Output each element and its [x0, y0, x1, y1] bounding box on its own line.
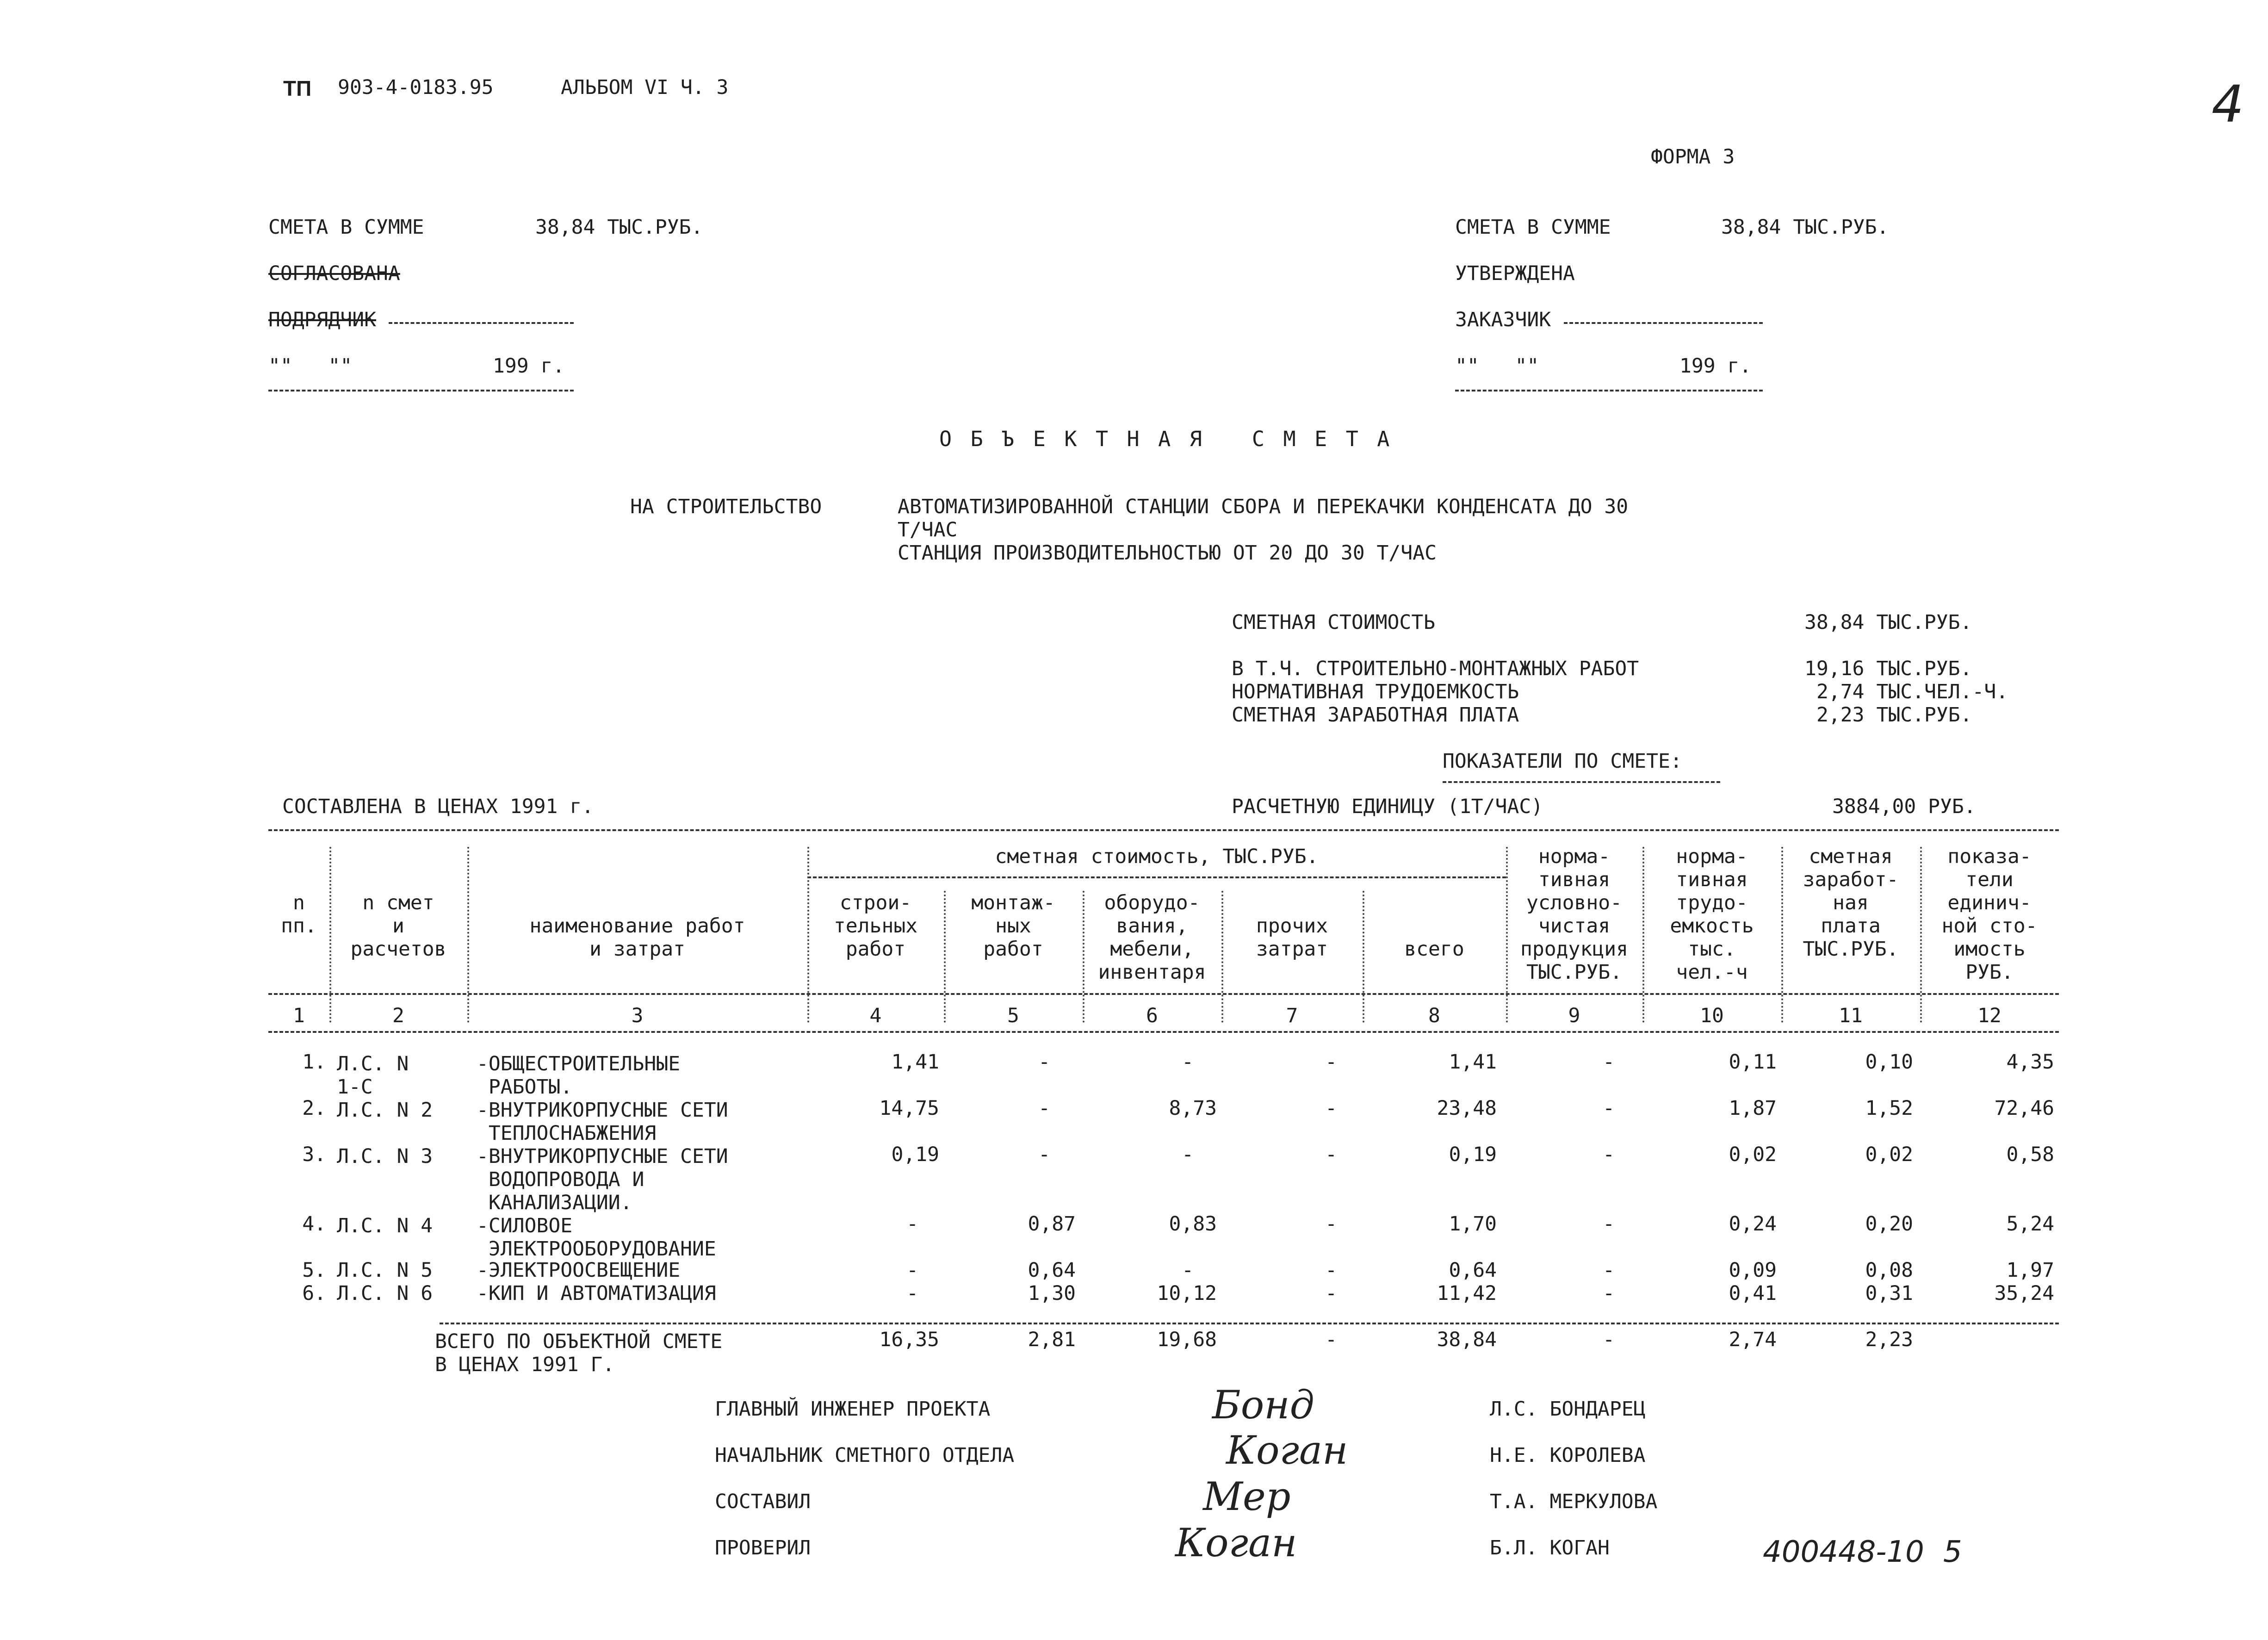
estimate-ref: Л.С. N 3 [337, 1145, 433, 1168]
right-quotes: "" "" [1455, 354, 1539, 378]
other-cost: - [1325, 1050, 1337, 1074]
indicators-label: ПОКАЗАТЕЛИ ПО СМЕТЕ: [1443, 750, 1682, 773]
group-header-rule [807, 876, 1506, 878]
right-party-line [1564, 322, 1763, 324]
construction-cost: 14,75 [879, 1097, 939, 1120]
row-number: 1. [302, 1050, 326, 1074]
col-header-5: монтаж- ных работ [971, 891, 1055, 961]
unit-cost: 4,35 [2006, 1050, 2054, 1074]
row-number: 3. [302, 1143, 326, 1166]
equipment-cost: - [1182, 1259, 1194, 1282]
wage-fund: 0,02 [1865, 1143, 1913, 1166]
left-quotes: "" "" [268, 354, 353, 378]
signature-mark: Мер [1203, 1474, 1291, 1519]
unit-cost: 1,97 [2006, 1259, 2054, 1282]
group-header: сметная стоимость, ТЫС.РУБ. [995, 845, 1319, 868]
labor-value: 2,74 ТЫС.ЧЕЛ.-Ч. [1816, 680, 2008, 703]
construction-cost: - [906, 1282, 918, 1305]
total-cost: 1,41 [1449, 1050, 1497, 1074]
col-header-6: оборудо- вания, мебели, инвентаря [1098, 891, 1206, 984]
construction-line-2: Т/ЧАС [898, 518, 958, 541]
left-sum-value: 38,84 ТЫС.РУБ. [535, 216, 703, 239]
total-normative-product: - [1603, 1328, 1615, 1351]
labor-intensity: 0,41 [1729, 1282, 1777, 1305]
col-number-2: 2 [392, 1004, 404, 1027]
installation-cost: 0,87 [1028, 1212, 1076, 1236]
normative-product: - [1603, 1050, 1615, 1074]
wage-fund: 1,52 [1865, 1097, 1913, 1120]
construction-cost: 0,19 [891, 1143, 939, 1166]
col-header-11: сметная заработ- ная плата ТЫС.РУБ. [1803, 845, 1899, 961]
right-year: 199 г. [1679, 354, 1752, 378]
row-number: 4. [302, 1212, 326, 1236]
normative-product: - [1603, 1097, 1615, 1120]
equipment-cost: - [1182, 1050, 1194, 1074]
estimate-ref: Л.С. N 1-С [337, 1052, 409, 1099]
equipment-cost: 0,83 [1169, 1212, 1217, 1236]
unit-value: 3884,00 РУБ. [1832, 795, 1976, 818]
construction-line-1: АВТОМАТИЗИРОВАННОЙ СТАНЦИИ СБОРА И ПЕРЕКАЧКИ КОНДЕНСАТА ДО 30 [898, 495, 1629, 518]
estimate-ref: Л.С. N 6 [337, 1282, 433, 1305]
left-date-line [268, 390, 574, 391]
installation-cost: - [1038, 1143, 1050, 1166]
construction-cost: 1,41 [891, 1050, 939, 1074]
col-number-1: 1 [293, 1004, 305, 1027]
col-header-4: строи- тельных работ [833, 891, 918, 961]
prices-label: СОСТАВЛЕНА В ЦЕНАХ 1991 г. [282, 795, 594, 818]
equipment-cost: - [1182, 1143, 1194, 1166]
col-header-9: норма- тивная условно- чистая продукция ТЫС.РУБ. [1520, 845, 1628, 984]
estimate-ref: Л.С. N 5 [337, 1259, 433, 1282]
col-number-6: 6 [1146, 1004, 1158, 1027]
col-header-10: норма- тивная трудо- емкость тыс. чел.-ч [1670, 845, 1754, 984]
numbers-bottom-rule [268, 1031, 2059, 1033]
installation-cost: - [1038, 1050, 1050, 1074]
total-total-cost: 38,84 [1437, 1328, 1497, 1351]
labor-intensity: 0,09 [1729, 1259, 1777, 1282]
cost-label: СМЕТНАЯ СТОИМОСТЬ [1232, 611, 1436, 634]
col-header-2: n смет и расчетов [350, 891, 446, 961]
col-header-12: показа- тели единич- ной сто- имость РУБ. [1941, 845, 2038, 984]
installation-cost: 0,64 [1028, 1259, 1076, 1282]
wage-label: СМЕТНАЯ ЗАРАБОТНАЯ ПЛАТА [1232, 703, 1519, 727]
signer-name: Т.А. МЕРКУЛОВА [1490, 1490, 1658, 1513]
labor-intensity: 1,87 [1729, 1097, 1777, 1120]
col-number-10: 10 [1700, 1004, 1724, 1027]
equipment-cost: 8,73 [1169, 1097, 1217, 1120]
doc-number: 400448-10 [1763, 1535, 1924, 1569]
normative-product: - [1603, 1282, 1615, 1305]
signer-role: ГЛАВНЫЙ ИНЖЕНЕР ПРОЕКТА [715, 1398, 991, 1421]
unit-cost: 0,58 [2006, 1143, 2054, 1166]
normative-product: - [1603, 1259, 1615, 1282]
right-sum-value: 38,84 ТЫС.РУБ. [1721, 216, 1889, 239]
wage-fund: 0,31 [1865, 1282, 1913, 1305]
total-cost: 0,64 [1449, 1259, 1497, 1282]
col-number-4: 4 [869, 1004, 882, 1027]
doc-code-prefix: ТП [283, 76, 312, 100]
col-number-12: 12 [1977, 1004, 2002, 1027]
other-cost: - [1325, 1143, 1337, 1166]
installation-cost: 1,30 [1028, 1282, 1076, 1305]
smr-value: 19,16 ТЫС.РУБ. [1804, 657, 1972, 680]
col-number-11: 11 [1839, 1004, 1863, 1027]
sheet-number: 5 [1943, 1535, 1962, 1569]
construction-cost: - [906, 1259, 918, 1282]
form-label: ФОРМА 3 [1651, 145, 1735, 168]
right-sum-label: СМЕТА В СУММЕ [1455, 216, 1611, 239]
right-status: УТВЕРЖДЕНА [1455, 262, 1575, 285]
header-bottom-rule [268, 993, 2059, 995]
col-header-3: наименование работ и затрат [529, 914, 745, 961]
total-label: ВСЕГО ПО ОБЪЕКТНОЙ СМЕТЕ В ЦЕНАХ 1991 Г. [435, 1330, 723, 1376]
row-number: 2. [302, 1097, 326, 1120]
col-header-8: всего [1404, 938, 1464, 961]
installation-cost: - [1038, 1097, 1050, 1120]
left-party: ПОДРЯДЧИК [268, 308, 376, 331]
right-party: ЗАКАЗЧИК [1455, 308, 1551, 331]
wage-fund: 0,10 [1865, 1050, 1913, 1074]
work-name: -ОБЩЕСТРОИТЕЛЬНЫЕ РАБОТЫ. [477, 1052, 681, 1099]
smr-label: В Т.Ч. СТРОИТЕЛЬНО-МОНТАЖНЫХ РАБОТ [1232, 657, 1639, 680]
other-cost: - [1325, 1259, 1337, 1282]
album-label: АЛЬБОМ VI Ч. 3 [561, 76, 729, 99]
unit-cost: 72,46 [1994, 1097, 2054, 1120]
other-cost: - [1325, 1212, 1337, 1236]
signer-name: Н.Е. КОРОЛЕВА [1490, 1444, 1646, 1467]
col-number-3: 3 [631, 1004, 644, 1027]
signature-mark: Бонд [1212, 1382, 1314, 1428]
wage-value: 2,23 ТЫС.РУБ. [1816, 703, 1972, 727]
signer-role: ПРОВЕРИЛ [715, 1536, 811, 1559]
normative-product: - [1603, 1143, 1615, 1166]
labor-intensity: 0,02 [1729, 1143, 1777, 1166]
equipment-cost: 10,12 [1157, 1282, 1217, 1305]
col-number-5: 5 [1007, 1004, 1019, 1027]
total-cost: 0,19 [1449, 1143, 1497, 1166]
signature-mark: Коган [1175, 1520, 1297, 1565]
signer-role: НАЧАЛЬНИК СМЕТНОГО ОТДЕЛА [715, 1444, 1015, 1467]
work-name: -ЭЛЕКТРООСВЕЩЕНИЕ [477, 1259, 681, 1282]
wage-fund: 0,08 [1865, 1259, 1913, 1282]
signer-role: СОСТАВИЛ [715, 1490, 811, 1513]
work-name: -ВНУТРИКОРПУСНЫЕ СЕТИ ТЕПЛОСНАБЖЕНИЯ [477, 1099, 728, 1145]
total-cost: 23,48 [1437, 1097, 1497, 1120]
labor-intensity: 0,24 [1729, 1212, 1777, 1236]
unit-cost: 35,24 [1994, 1282, 2054, 1305]
total-cost: 11,42 [1437, 1282, 1497, 1305]
work-name: -ВНУТРИКОРПУСНЫЕ СЕТИ ВОДОПРОВОДА И КАНАЛИЗАЦИИ. [477, 1145, 728, 1214]
signer-name: Л.С. БОНДАРЕЦ [1490, 1398, 1646, 1421]
construction-line-3: СТАНЦИЯ ПРОИЗВОДИТЕЛЬНОСТЬЮ ОТ 20 ДО 30 Т/ЧАС [898, 541, 1437, 565]
other-cost: - [1325, 1097, 1337, 1120]
total-other-cost: - [1325, 1328, 1337, 1351]
document-title: ОБЪЕКТНАЯ СМЕТА [939, 427, 1408, 451]
construction-label: НА СТРОИТЕЛЬСТВО [630, 495, 822, 518]
total-equipment-cost: 19,68 [1157, 1328, 1217, 1351]
total-installation-cost: 2,81 [1028, 1328, 1076, 1351]
labor-label: НОРМАТИВНАЯ ТРУДОЕМКОСТЬ [1232, 680, 1519, 703]
col-header-7: прочих затрат [1256, 914, 1328, 961]
left-sum-label: СМЕТА В СУММЕ [268, 216, 424, 239]
total-wage-fund: 2,23 [1865, 1328, 1913, 1351]
doc-code: 903-4-0183.95 [338, 76, 494, 99]
left-year: 199 г. [493, 354, 565, 378]
page-mark: 4 [2212, 75, 2244, 134]
table-top-rule [268, 829, 2059, 831]
col-number-7: 7 [1286, 1004, 1298, 1027]
total-labor-intensity: 2,74 [1729, 1328, 1777, 1351]
row-number: 6. [302, 1282, 326, 1305]
unit-cost: 5,24 [2006, 1212, 2054, 1236]
total-cost: 1,70 [1449, 1212, 1497, 1236]
estimate-ref: Л.С. N 4 [337, 1214, 433, 1237]
col-number-9: 9 [1568, 1004, 1580, 1027]
wage-fund: 0,20 [1865, 1212, 1913, 1236]
indicators-underline [1443, 781, 1720, 783]
signer-name: Б.Л. КОГАН [1490, 1536, 1610, 1559]
left-party-line [389, 322, 574, 324]
signature-mark: Коган [1226, 1428, 1348, 1473]
total-construction-cost: 16,35 [879, 1328, 939, 1351]
estimate-ref: Л.С. N 2 [337, 1099, 433, 1122]
total-top-rule [440, 1323, 2059, 1324]
col-header-1: n пп. [281, 891, 317, 938]
unit-label: РАСЧЕТНУЮ ЕДИНИЦУ (1Т/ЧАС) [1232, 795, 1543, 818]
row-number: 5. [302, 1259, 326, 1282]
work-name: -СИЛОВОЕ ЭЛЕКТРООБОРУДОВАНИЕ [477, 1214, 716, 1261]
normative-product: - [1603, 1212, 1615, 1236]
left-status: СОГЛАСОВАНА [268, 262, 400, 285]
col-number-8: 8 [1428, 1004, 1440, 1027]
other-cost: - [1325, 1282, 1337, 1305]
construction-cost: - [906, 1212, 918, 1236]
right-date-line [1455, 390, 1763, 391]
labor-intensity: 0,11 [1729, 1050, 1777, 1074]
cost-value: 38,84 ТЫС.РУБ. [1804, 611, 1972, 634]
work-name: -КИП И АВТОМАТИЗАЦИЯ [477, 1282, 716, 1305]
